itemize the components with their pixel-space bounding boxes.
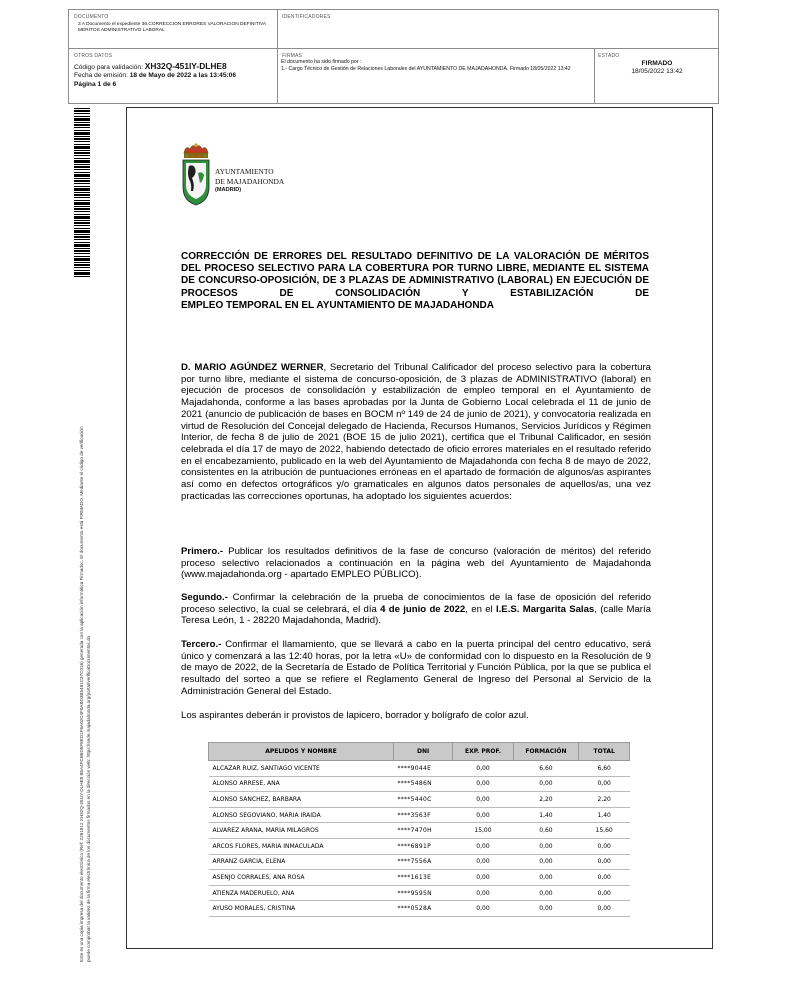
table-row [209,761,630,777]
title-last-line: EMPLEO TEMPORAL EN EL AYUNTAMIENTO DE MAJADAHONDA [181,299,494,311]
segundo-label: Segundo.- [181,592,228,603]
logo-text [215,167,284,196]
cell-exp-prof: 0,00 [453,870,513,886]
cell-dni: ****5440C [393,792,452,808]
intro-text: , Secretario del Tribunal Calificador del proceso selectivo para la cobertura por turno libre, mediante el sistema de concurso-oposición, de 3 plazas de ADMINISTRATIVO (laboral) en ejecución de procesos de consolidación y estabilización de empleo temporal en el Ayuntamiento de Majadahonda, conforme a las bases aprobadas por la Junta de Gobierno Local celebrada el 11 de junio de 2021 (anuncio de publicación de bases en BOCM nº 149 de 24 de junio de 2021), y convocatoria realizada en virtud de Resolución del Concejal delegado de Hacienda, Recursos Humanos, Servicios Jurídicos y Régimen Interior, de fecha 8 de julio de 2021 (BOE 15 de julio 2021), certifica que el Tribunal Calificador, en sesión celebrada el día 17 de mayo de 2022, habiendo detectado de oficio errores materiales en el resultado referido en el encabezamiento, publicado en la web del Ayuntamiento de Majadahonda con fecha 8 de mayo de 2022, consistentes en la atribución de puntuaciones erróneas en el apartado de formación de algunos/as aspirantes así como en defectos ortográficos y/o gramaticales en algunos datos personales de aquellos/as, una vez practicadas las correcciones oportunas, ha adoptado los siguientes acuerdos: [181,362,651,502]
segundo-paragraph [181,592,651,627]
divider [69,48,718,49]
cell-exp-prof: 0,00 [453,792,513,808]
divider [277,10,278,103]
cell-formacion: 0,00 [513,776,579,792]
results-table [208,742,630,917]
cell-nombre: ALCAZAR RUIZ, SANTIAGO VICENTE [209,761,394,777]
verification-text-2: puede comprobar la validez de la firma electrónica de los documentos firmados en la dirección web: https://sede.majadahonda.org/portal/verificaDocumentos.do [86,635,91,962]
documento-caption: DOCUMENTO [74,14,109,20]
intro-paragraph [181,362,651,502]
primero-label: Primero.- [181,546,224,557]
fecha-value: 18 de Mayo de 2022 a las 13:45:06 [129,72,237,79]
table-row [209,854,630,870]
pagina: Página 1 de 6 [74,81,117,88]
cell-dni: ****3563F [393,807,452,823]
cell-formacion: 6,60 [513,761,579,777]
table-row [209,870,630,886]
cell-formacion: 0,00 [513,854,579,870]
cell-formacion: 0,00 [513,901,579,917]
table-row [209,885,630,901]
cell-nombre: ALONSO ARRESE, ANA [209,776,394,792]
cell-dni: ****9595N [393,885,452,901]
tercero-label: Tercero.- [181,639,222,650]
cell-exp-prof: 0,00 [453,885,513,901]
tercero-paragraph [181,639,651,698]
cell-total: 1,40 [579,807,630,823]
firmas-caption: FIRMAS [282,53,303,59]
col-header-exp-prof: EXP. PROF. [453,743,513,761]
cell-formacion: 0,60 [513,823,579,839]
cell-total: 0,00 [579,885,630,901]
divider [594,48,595,103]
cell-exp-prof: 0,00 [453,761,513,777]
otros-datos-caption: OTROS DATOS [74,53,113,59]
cell-total: 0,00 [579,838,630,854]
cell-exp-prof: 0,00 [453,807,513,823]
cell-nombre: ARCOS FLORES, MARIA INMACULADA [209,838,394,854]
cell-nombre: AYUSO MORALES, CRISTINA [209,901,394,917]
cell-dni: ****1613E [393,870,452,886]
cell-dni: ****5486N [393,776,452,792]
verification-text-1: Este es una copia impresa del documento electrónico (Ref: 2281812 XH32Q-451IY-DLHE8 B5A4FCB6D5F8ED1F6A02C4F0ABD3B5481C37C016) generada con la aplicación informática Firmadoc. El documento está FIRMADO. Mediante el código de verificación [79,426,84,962]
cell-total: 0,00 [579,776,630,792]
cell-formacion: 1,40 [513,807,579,823]
identificadores-caption: IDENTIFICADORES [282,14,331,20]
title-main: CORRECCIÓN DE ERRORES DEL RESULTADO DEFINITIVO DE LA VALORACIÓN DE MÉRITOS DEL PROCESO SELECTIVO PARA LA COBERTURA POR TURNO LIBRE, MEDIANTE EL SISTEMA DE CONCURSO-OPOSICIÓN, DE 3 PLAZAS DE ADMINISTRATIVO (LABORAL) EN EJECUCIÓN DE PROCESOS DE CONSOLIDACIÓN Y ESTABILIZACIÓN DE [181,251,649,299]
cell-nombre: ALONSO SEGOVIANO, MARIA IRAIDA [209,807,394,823]
table-row [209,838,630,854]
cell-formacion: 0,00 [513,838,579,854]
cell-total: 0,00 [579,901,630,917]
fecha-emision [74,72,236,80]
cell-formacion: 0,00 [513,870,579,886]
primero-paragraph [181,546,651,581]
exam-date: 4 de junio de 2022 [380,603,466,615]
cell-nombre: ATIENZA MADERUELO, ANA [209,885,394,901]
cell-exp-prof: 0,00 [453,838,513,854]
cell-formacion: 2,20 [513,792,579,808]
cell-total: 2,20 [579,792,630,808]
signature-header [68,9,719,104]
codigo-value[interactable]: XH32Q-451IY-DLHE8 [144,61,227,71]
table-row [209,823,630,839]
primero-text: Publicar los resultados definitivos de la fase de concurso (valoración de méritos) del referido proceso selectivo relacionados a continuación en la página web del Ayuntamiento de Majadahonda (www.majadahonda.org - apartado EMPLEO PÚBLICO). [181,546,651,581]
cell-dni: ****0528A [393,901,452,917]
fecha-label: Fecha de emisión: [74,72,130,79]
cell-total: 6,60 [579,761,630,777]
cell-nombre: ARRANZ GARCIA, ELENA [209,854,394,870]
segundo-text-3: , (calle María Teresa León, 1 - 28220 Majadahonda, Madrid). [181,603,651,627]
cell-exp-prof: 15,00 [453,823,513,839]
cell-dni: ****7556A [393,854,452,870]
cell-dni: ****6891P [393,838,452,854]
exam-place: I.E.S. Margarita Salas [495,603,595,615]
cell-total: 0,00 [579,854,630,870]
cell-exp-prof: 0,00 [453,776,513,792]
cell-nombre: ALONSO SANCHEZ, BARBARA [209,792,394,808]
table-row [209,792,630,808]
coat-of-arms-icon [180,143,212,207]
cell-nombre: ALVAREZ ARANA, MARIA MILAGROS [209,823,394,839]
cell-exp-prof: 0,00 [453,901,513,917]
col-header-formacion: FORMACIÓN [513,743,579,761]
provistos-paragraph: Los aspirantes deberán ir provistos de lapicero, borrador y bolígrafo de color azul. [181,710,529,721]
logo-line-1: AYUNTAMIENTO [215,167,274,176]
cell-formacion: 0,00 [513,885,579,901]
estado-caption: ESTADO [598,53,620,59]
logo-line-3: (MADRID) [215,187,242,194]
col-header-nombre: APELIDOS Y NOMBRE [209,743,394,761]
cell-total: 15,60 [579,823,630,839]
cell-dni: ****7470H [393,823,452,839]
cell-dni: ****9044E [393,761,452,777]
table-row [209,807,630,823]
firmas-detail: 1.- Cargo Técnico de Gestión de Relaciones Laborales del AYUNTAMIENTO DE MAJADAHONDA. Firmado 18/05/2022 13:42 [281,66,571,72]
estado-value: FIRMADO [641,60,673,67]
cell-nombre: ASENJO CORRALES, ANA ROSA [209,870,394,886]
tercero-text: Confirmar el llamamiento, que se llevará a cabo en la puerta principal del centro educativo, será único y comenzará a las 12:40 horas, por la letra «U» de conformidad con lo dispuesto en la Resolución de 9 de mayo de 2022, de la Secretaría de Estado de Política Territorial y Función Pública, por la que se publica el resultado del sorteo a que se refiere el Reglamento General de Ingreso del Personal al Servicio de la Administración General del Estado. [181,639,651,697]
segundo-text-2: , en el [465,603,496,615]
col-header-dni: DNI [393,743,452,761]
codigo-validacion [74,62,227,72]
table-row [209,901,630,917]
cell-exp-prof: 0,00 [453,854,513,870]
segundo-text-1: Confirmar la celebración de la prueba de conocimientos de la fase de oposición del referido proceso selectivo, la cual se celebrará, el día [181,592,651,615]
firmas-intro: El documento ha sido firmado por : [281,59,362,65]
table-row [209,776,630,792]
logo-line-2: DE MAJADAHONDA [215,176,285,186]
barcode [74,108,90,278]
documento-text: 3 A Documento el expediente 36.CORRECCION ERRORES VALORACION DEFINITIVA MERITOS ADMINISTRATIVO LABORAL [78,22,266,33]
document-title [181,251,649,312]
table-header-row [209,743,630,761]
secretary-name: D. MARIO AGÚNDEZ WERNER [181,362,324,373]
cell-total: 0,00 [579,870,630,886]
codigo-label: Código para validación: [74,64,145,71]
estado-date: 18/05/2022 13:42 [631,68,683,75]
col-header-total: TOTAL [579,743,630,761]
